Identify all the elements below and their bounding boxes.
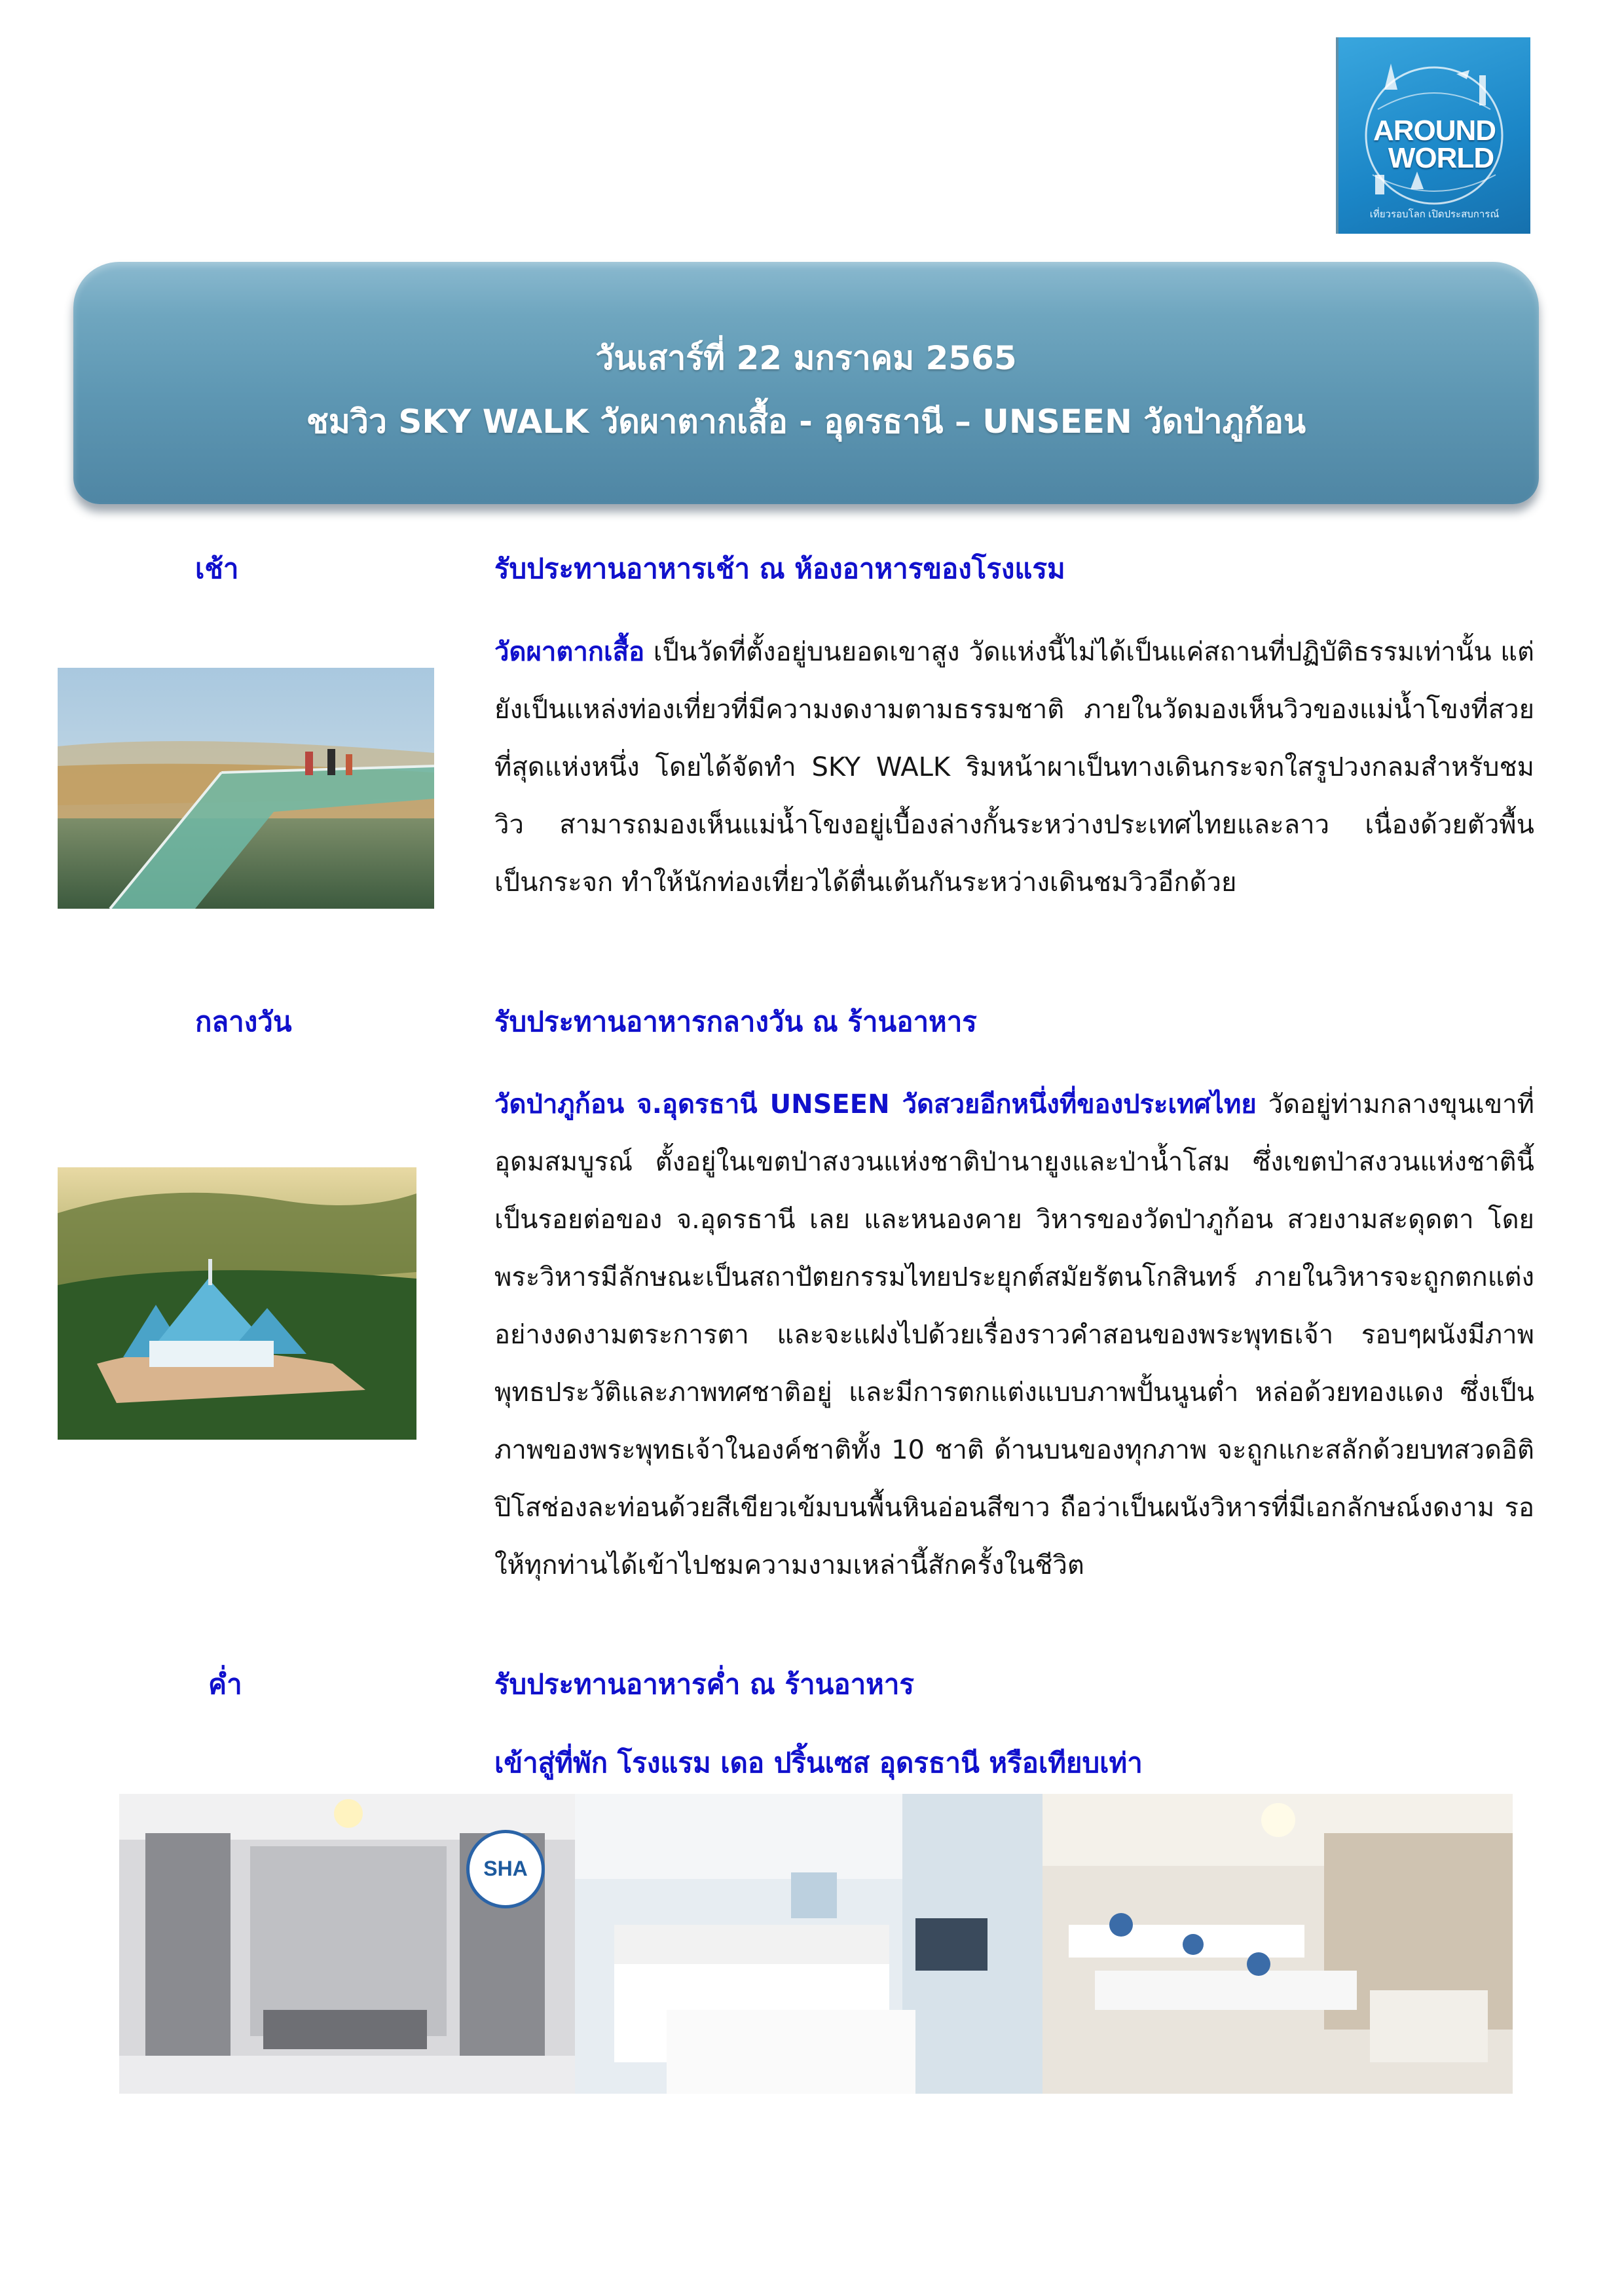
wat-pha-tak-suea-description — [494, 623, 1534, 911]
logo-text-around: AROUND — [1373, 115, 1496, 147]
skywalk-photo — [58, 668, 434, 909]
hotel-lobby-photo — [119, 1794, 575, 2094]
wat-pa-phu-kon-photo — [58, 1167, 416, 1440]
wat-pha-tak-suea-body: เป็นวัดที่ตั้งอยู่บนยอดเขาสูง วัดแห่งนี้ไม่ได้เป็นแค่สถานที่ปฏิบัติธรรมเท่านั้น แต่ยังเป็นแหล่งท่องเที่ยวที่มีความงดงามตามธรรมชาติ ภายในวัดมองเห็นวิวของแม่น้ำโขงที่สวยที่สุดแห่งหนึ่ง โดยได้จัดทำ SKY WALK ริมหน้าผาเป็นทางเดินกระจกใสรูปวงกลมสำหรับชมวิว สามารถมองเห็นแม่น้ำโขงอยู่เบื้องล่างกั้นระหว่างประเทศไทยและลาว เนื่องด้วยตัวพื้นเป็นกระจก ทำให้นักท่องเที่ยวได้ตื่นเต้นกันระหว่างเดินชมวิวอีกด้วย — [494, 637, 1534, 898]
schedule-label-evening: ค่ำ — [208, 1668, 242, 1700]
hotel-restaurant-photo — [1043, 1794, 1513, 2094]
hotel-checkin-text: เข้าสู่ที่พัก โรงแรม เดอ ปริ้นเซส อุดรธานี หรือเทียบเท่า — [494, 1747, 1143, 1779]
dinner-text: รับประทานอาหารค่ำ ณ ร้านอาหาร — [494, 1668, 914, 1700]
lunch-text: รับประทานอาหารกลางวัน ณ ร้านอาหาร — [494, 1006, 977, 1038]
wat-pa-phu-kon-description — [494, 1076, 1534, 1594]
schedule-label-noon: กลางวัน — [195, 1006, 292, 1038]
wat-pa-phu-kon-title: วัดป่าภูก้อน จ.อุดรธานี UNSEEN วัดสวยอีกหนึ่งที่ของประเทศไทย — [494, 1089, 1257, 1120]
logo-text-world: WORLD — [1388, 142, 1494, 174]
around-world-logo — [1336, 37, 1530, 234]
hotel-bedroom-photo — [575, 1794, 1043, 2094]
breakfast-text: รับประทานอาหารเช้า ณ ห้องอาหารของโรงแรม — [494, 553, 1065, 585]
day-date-title: วันเสาร์ที่ 22 มกราคม 2565 — [595, 339, 1017, 377]
schedule-label-morning: เช้า — [195, 553, 239, 585]
sha-badge — [466, 1830, 545, 1908]
day-header-banner — [73, 262, 1539, 504]
sha-badge-text: SHA — [483, 1857, 528, 1880]
wat-pha-tak-suea-title: วัดผาตากเสื้อ — [494, 637, 645, 667]
logo-tagline: เที่ยวรอบโลก เปิดประสบการณ์ — [1369, 209, 1500, 220]
wat-pa-phu-kon-body: วัดอยู่ท่ามกลางขุนเขาที่อุดมสมบูรณ์ ตั้งอยู่ในเขตป่าสงวนแห่งชาติป่านายูงและป่าน้ำโสม ซึ่งเขตป่าสงวนแห่งชาตินี้เป็นรอยต่อของ จ.อุดรธานี เลย และหนองคาย วิหารของวัดป่าภูก้อน สวยงามสะดุดตา โดยพระวิหารมีลักษณะเป็นสถาปัตยกรรมไทยประยุกต์สมัยรัตนโกสินทร์ ภายในวิหารจะถูกตกแต่งอย่างงดงามตระการตา และจะแฝงไปด้วยเรื่องราวคำสอนของพระพุทธเจ้า รอบๆผนังมีภาพพุทธประวัติและภาพทศชาติอยู่ และมีการตกแต่งแบบภาพปั้นนูนต่ำ หล่อด้วยทองแดง ซึ่งเป็นภาพของพระพุทธเจ้าในองค์ชาติทั้ง 10 ชาติ ด้านบนของทุกภาพ จะถูกแกะสลักด้วยบทสวดอิติปิโสช่องละท่อนด้วยสีเขียวเข้มบนพื้นหินอ่อนสีขาว ถือว่าเป็นผนังวิหารที่มีเอกลักษณ์งดงาม รอให้ทุกท่านได้เข้าไปชมความงามเหล่านี้สักครั้งในชีวิต — [494, 1089, 1534, 1580]
day-route-title: ชมวิว SKY WALK วัดผาตากเสื้อ - อุดรธานี – UNSEEN วัดป่าภูก้อน — [306, 403, 1306, 441]
